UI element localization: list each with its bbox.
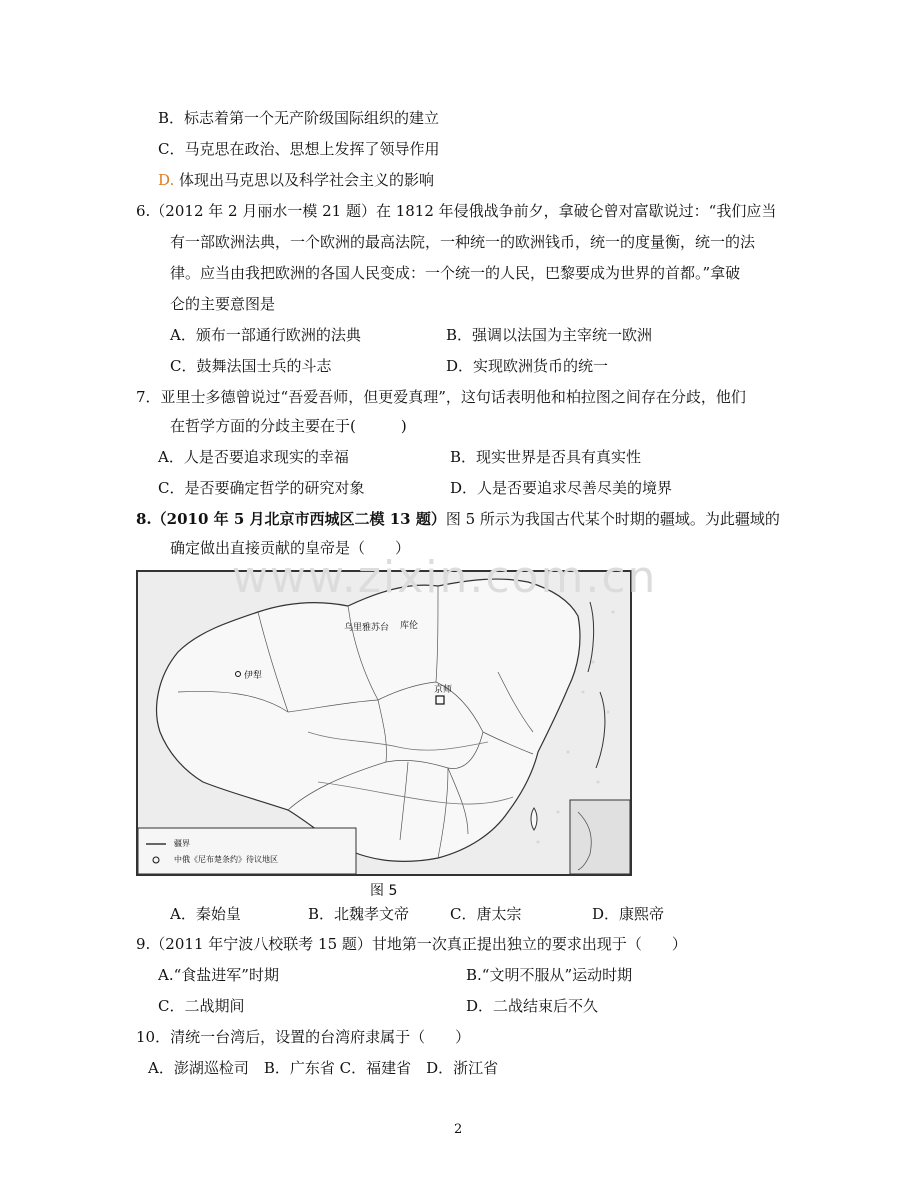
q10-options: A．澎湖巡检司 B．广东省 C．福建省 D．浙江省 [148,1059,499,1077]
figure-caption: 图 5 [370,883,398,899]
map-drawing [138,572,630,874]
q7-option-c: C．是否要确定哲学的研究对象 [158,479,365,497]
q5-option-b: B．标志着第一个无产阶级国际组织的建立 [158,109,440,127]
q8-option-b: B．北魏孝文帝 [308,905,410,923]
q9-stem: 9.（2011 年宁波八校联考 15 题）甘地第一次真正提出独立的要求出现于（ ） [136,935,687,953]
watermark: www.zixin.com.cn [232,552,658,603]
q7-option-d: D．人是否要追求尽善尽美的境界 [450,479,673,497]
map-legend-nerchinsk: 中俄《尼布楚条约》待议地区 [174,855,278,864]
q9-option-c: C．二战期间 [158,997,245,1015]
map-label-kulun: 库伦 [400,621,419,631]
q5-option-c: C．马克思在政治、思想上发挥了领导作用 [158,140,440,158]
q5-option-d-text: 体现出马克思以及科学社会主义的影响 [174,171,435,189]
q8-source: 8.（2010 年 5 月北京市西城区二模 13 题） [136,510,446,528]
q6-stem-line1: 6.（2012 年 2 月丽水一模 21 题）在 1812 年侵俄战争前夕，拿破仑曾对富歇说过：“我们应当 [136,202,777,220]
map-label-yili: 伊犁 [244,671,263,681]
q7-option-b: B．现实世界是否具有真实性 [450,448,642,466]
q6-stem-line2: 有一部欧洲法典，一个欧洲的最高法院，一种统一的欧洲钱币，统一的度量衡，统一的法 [170,233,756,251]
q6-option-a: A．颁布一部通行欧洲的法典 [170,326,361,344]
q8-stem-text: 图 5 所示为我国古代某个时期的疆域。为此疆域的 [445,510,780,528]
q7-stem-line2: 在哲学方面的分歧主要在于( ) [170,417,407,435]
map-label-uliastai: 乌里雅苏台 [344,623,390,633]
q10-stem: 10．清统一台湾后，设置的台湾府隶属于（ ） [136,1028,471,1046]
qing-territory-map [136,570,632,876]
q7-stem-line1: 7．亚里士多德曾说过“吾爱吾师，但更爱真理”，这句话表明他和柏拉图之间存在分歧，他们 [136,388,746,406]
q8-option-d: D．康熙帝 [592,905,665,923]
page-number: 2 [454,1122,463,1137]
map-label-capital: 京师 [434,685,453,695]
q6-stem-line3: 律。应当由我把欧洲的各国人民变成：一个统一的人民，巴黎要成为世界的首都。”拿破 [170,264,741,282]
q8-option-a: A．秦始皇 [170,905,241,923]
q6-stem-line4: 仑的主要意图是 [170,295,276,313]
q5-option-d [158,170,434,190]
q6-option-c: C．鼓舞法国士兵的斗志 [170,357,332,375]
q8-stem-line1 [136,509,780,529]
q8-stem-line2: 确定做出直接贡献的皇帝是（ ） [170,539,411,557]
q9-option-b: B.“文明不服从”运动时期 [466,966,633,984]
q5-option-d-letter: D. [158,171,175,189]
q6-option-b: B．强调以法国为主宰统一欧洲 [446,326,653,344]
q7-option-a: A．人是否要追求现实的幸福 [158,448,349,466]
q9-option-d: D．二战结束后不久 [466,997,599,1015]
map-legend-border: 疆界 [174,839,190,848]
q6-option-d: D．实现欧洲货币的统一 [446,357,609,375]
q9-option-a: A.“食盐进军”时期 [158,966,279,984]
q8-option-c: C．唐太宗 [450,905,522,923]
